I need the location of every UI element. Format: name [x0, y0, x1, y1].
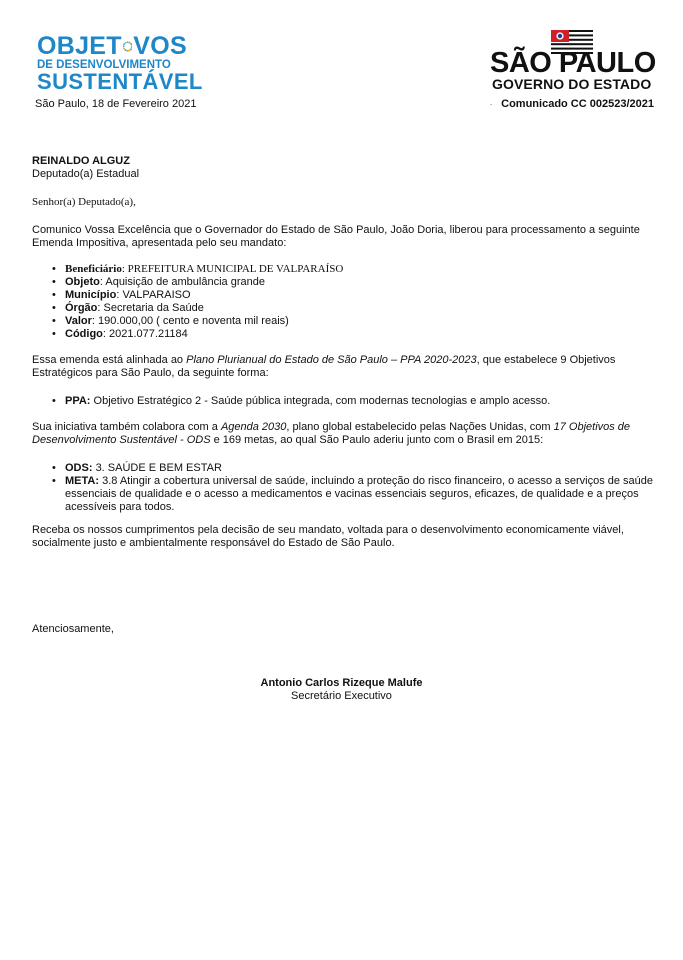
ods-logo-line1: OBJET VOS — [37, 32, 187, 60]
detail-beneficiario: • Beneficiário: PREFEITURA MUNICIPAL DE VALPARAÍSO — [52, 263, 662, 276]
detail-valor: • Valor: 190.000,00 ( cento e noventa mil reais) — [52, 315, 662, 328]
meta-item: • META: 3.8 Atingir a cobertura universal de saúde, incluindo a proteção do risco financeiro, o acesso a serviços de saúde essenciais de qualidade e o acesso a medicamentos e vacinas essenciais seguros, eficazes, de qualidade e a preços acessíveis para todos. — [52, 475, 662, 514]
paragraph-intro: Comunico Vossa Excelência que o Governador do Estado de São Paulo, João Doria, liberou para processamento a seguinte Emenda Impositiva, apresentada pelo seu mandato: — [32, 224, 640, 249]
closing: Atenciosamente, — [32, 623, 114, 635]
ppa-item: • PPA: Objetivo Estratégico 2 - Saúde pública integrada, com modernas tecnologias e amplo acesso. — [52, 395, 662, 408]
salutation: Senhor(a) Deputado(a), — [32, 196, 136, 208]
ppa-list — [52, 395, 662, 408]
recipient-name: REINALDO ALGUZ — [32, 155, 130, 167]
signature-role: Secretário Executivo — [291, 690, 392, 702]
paragraph-regards: Receba os nossos cumprimentos pela decisão de seu mandato, voltada para o desenvolvimento economicamente viável, socialmente justo e ambientalmente responsável do Estado de São Paulo. — [32, 524, 624, 549]
ods-logo-line3: SUSTENTÁVEL — [37, 69, 203, 94]
sdg-wheel-icon — [123, 37, 132, 56]
recipient-role: Deputado(a) Estadual — [32, 168, 140, 180]
signature-name: Antonio Carlos Rizeque Malufe — [260, 677, 423, 689]
paragraph-agenda-2030: Sua iniciativa também colabora com a Agenda 2030, plano global estabelecido pelas Nações Unidas, com 17 Objetivos de Desenvolvimento Sustentável - ODS e 169 metas, ao qual São Paulo aderiu junto com o Brasil em 2015: — [32, 421, 631, 446]
document-date: São Paulo, 18 de Fevereiro 2021 — [35, 98, 197, 110]
ods-list — [52, 462, 662, 514]
detail-municipio: • Município: VALPARAISO — [52, 289, 662, 302]
detail-orgao: • Órgão: Secretaria da Saúde — [52, 302, 662, 315]
document-reference: Comunicado CC 002523/2021 — [501, 98, 654, 110]
ods-item: • ODS: 3. SAÚDE E BEM ESTAR — [52, 462, 662, 475]
ods-logo — [37, 32, 203, 94]
header-mark: . — [490, 98, 493, 107]
detail-codigo: • Código: 2021.077.21184 — [52, 328, 662, 341]
sao-paulo-logo-name: SÃO PAULO — [490, 47, 656, 79]
paragraph-ppa: Essa emenda está alinhada ao Plano Plurianual do Estado de São Paulo – PPA 2020-2023, que estabelece 9 Objetivos Estratégicos para São Paulo, da seguinte forma: — [32, 354, 616, 379]
ods-logo-line2: DE DESENVOLVIMENTO — [37, 59, 171, 71]
detail-objeto: • Objeto: Aquisição de ambulância grande — [52, 276, 662, 289]
amendment-details-list — [52, 263, 662, 341]
sao-paulo-logo-subtitle: GOVERNO DO ESTADO — [492, 76, 652, 92]
